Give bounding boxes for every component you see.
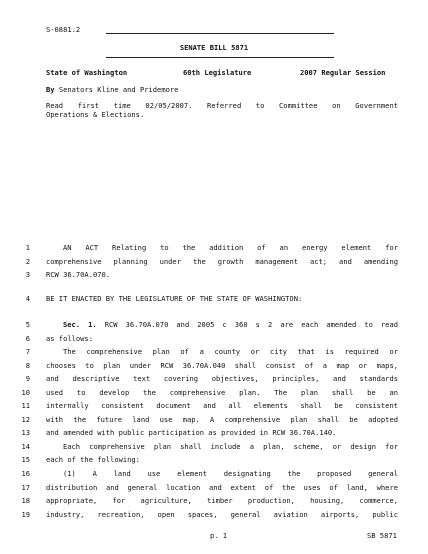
line-number: 15 xyxy=(21,455,30,464)
legislature-label: 60th Legislature xyxy=(183,68,252,77)
bill-text-line xyxy=(46,401,398,410)
line-number: 14 xyxy=(21,442,30,451)
bill-text-line xyxy=(46,374,398,383)
bill-text-line xyxy=(46,510,398,519)
line-number: 8 xyxy=(25,361,30,370)
line-number: 13 xyxy=(21,428,30,437)
state-label: State of Washington xyxy=(46,68,128,77)
bill-text-line xyxy=(46,270,398,279)
page-number: p. 1 xyxy=(210,531,228,540)
line-text: distribution and general location and extent of the uses of land, where xyxy=(46,483,398,492)
line-number: 6 xyxy=(25,334,30,343)
document-number: S-0881.2 xyxy=(46,25,81,34)
line-number: 4 xyxy=(25,294,30,303)
line-number: 1 xyxy=(25,243,30,252)
bill-text-line xyxy=(46,294,398,303)
bill-text-line xyxy=(46,415,398,424)
bill-text-line xyxy=(46,388,398,397)
bill-title: SENATE BILL 5871 xyxy=(179,43,249,52)
line-text: and descriptive text covering objectives, principles, and standards xyxy=(46,374,398,383)
line-text: Each comprehensive plan shall include a plan, scheme, or design for xyxy=(63,442,398,451)
line-text: as follows: xyxy=(46,334,93,343)
line-text: The comprehensive plan of a county or city that is required or xyxy=(63,347,398,356)
line-number: 5 xyxy=(25,320,30,329)
bill-text-line xyxy=(46,361,398,370)
section-label: Sec. 1. xyxy=(63,320,105,329)
line-text: used to develop the comprehensive plan. The plan shall be an xyxy=(46,388,398,397)
line-text: (1) A land use element designating the proposed general xyxy=(63,469,398,478)
footer-bill-short: SB 5871 xyxy=(367,531,397,540)
referral-line-1: Read first time 02/05/2007. Referred to Committee on Government xyxy=(46,101,398,110)
line-text: RCW 36.70A.070 and 2005 c 360 s 2 are each amended to read xyxy=(104,320,398,329)
header-rule-bottom xyxy=(106,57,334,58)
bill-text-line xyxy=(46,320,398,329)
bill-text-line xyxy=(46,347,398,356)
by-label: By xyxy=(46,85,55,94)
bill-text-line xyxy=(46,428,398,437)
line-text: each of the following: xyxy=(46,455,140,464)
bill-text-line xyxy=(46,334,398,343)
line-number: 17 xyxy=(21,483,30,492)
line-number: 18 xyxy=(21,496,30,505)
line-number: 3 xyxy=(25,270,30,279)
line-text: comprehensive planning under the growth management act; and amending xyxy=(46,257,398,266)
line-text: AN ACT Relating to the addition of an energy element for xyxy=(63,243,398,252)
bill-text-line xyxy=(46,483,398,492)
line-text: BE IT ENACTED BY THE LEGISLATURE OF THE STATE OF WASHINGTON: xyxy=(46,294,303,303)
line-number: 19 xyxy=(21,510,30,519)
line-number: 10 xyxy=(21,388,30,397)
line-text: with the future land use map. A comprehensive plan shall be adopted xyxy=(46,415,398,424)
sponsors: Senators Kline and Pridemore xyxy=(58,85,179,94)
line-number: 12 xyxy=(21,415,30,424)
bill-text-line xyxy=(46,243,398,252)
line-text: industry, recreation, open spaces, general aviation airports, public xyxy=(46,510,398,519)
line-number: 2 xyxy=(25,257,30,266)
bill-text-line xyxy=(46,442,398,451)
line-number: 7 xyxy=(25,347,30,356)
bill-text-line xyxy=(46,496,398,505)
sponsors-line xyxy=(46,85,178,94)
session-label: 2007 Regular Session xyxy=(300,68,386,77)
bill-text-line xyxy=(46,455,398,464)
header-rule-top xyxy=(106,33,334,34)
bill-text-line xyxy=(46,469,398,478)
line-number: 9 xyxy=(25,374,30,383)
bill-text-line xyxy=(46,257,398,266)
line-text: internally consistent document and all elements shall be consistent xyxy=(46,401,398,410)
referral-line-2: Operations & Elections. xyxy=(46,110,145,119)
line-number: 16 xyxy=(21,469,30,478)
line-text: and amended with public participation as provided in RCW 36.70A.140. xyxy=(46,428,337,437)
line-text: appropriate, for agriculture, timber production, housing, commerce, xyxy=(46,496,398,505)
line-number: 11 xyxy=(21,401,30,410)
line-text: RCW 36.70A.070. xyxy=(46,270,111,279)
line-text: chooses to plan under RCW 36.70A.040 shall consist of a map or maps, xyxy=(46,361,398,370)
